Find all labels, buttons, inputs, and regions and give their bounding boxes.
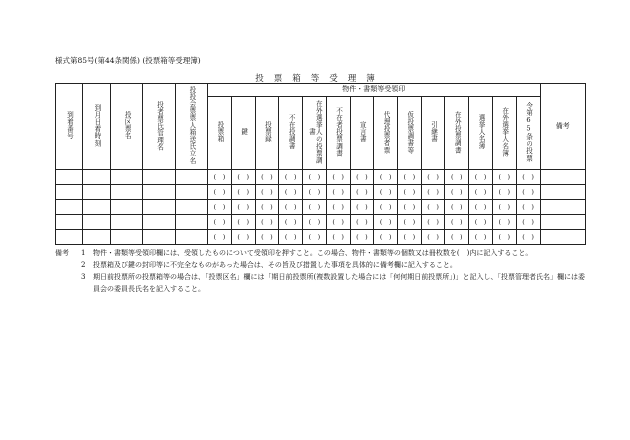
entry-cell[interactable] — [56, 230, 83, 245]
receipt-cell[interactable]: ( ) — [326, 200, 350, 215]
receipt-cell[interactable]: ( ) — [469, 230, 493, 245]
receipt-cell[interactable]: ( ) — [208, 185, 232, 200]
receipt-cell[interactable]: ( ) — [445, 185, 469, 200]
remarks-header: 備考 — [540, 84, 585, 170]
remarks-cell[interactable] — [540, 185, 585, 200]
entry-cell[interactable] — [82, 230, 110, 245]
receipt-cell[interactable]: ( ) — [397, 170, 421, 185]
entry-cell[interactable] — [56, 200, 83, 215]
item-header-text: 投票箱 — [215, 121, 224, 143]
entry-cell[interactable] — [175, 185, 207, 200]
receipt-cell[interactable]: ( ) — [255, 200, 279, 215]
receipt-cell[interactable]: ( ) — [255, 170, 279, 185]
receipt-cell[interactable]: ( ) — [303, 230, 327, 245]
entry-cell[interactable] — [82, 215, 110, 230]
receipt-cell[interactable]: ( ) — [208, 200, 232, 215]
receipt-cell[interactable]: ( ) — [279, 200, 303, 215]
receipt-cell[interactable]: ( ) — [374, 230, 398, 245]
note-item — [55, 259, 586, 271]
item-header-cell — [445, 97, 469, 170]
entry-cell[interactable] — [143, 200, 175, 215]
note-text: 期日前投票所の投票箱等の場合は、「投票区名」欄には「期日前投票所(複数設置した場合には「何何期日前投票所」)」と記入し、「投票管理者氏名」欄には委員会の委員長氏名を記入すること。 — [93, 273, 585, 293]
item-header-text: 宣言書 — [358, 121, 367, 143]
entry-cell[interactable] — [82, 170, 110, 185]
receipt-cell[interactable]: ( ) — [492, 170, 516, 185]
entry-cell[interactable] — [111, 230, 143, 245]
receipt-cell[interactable]: ( ) — [374, 215, 398, 230]
item-header-cell — [255, 97, 279, 170]
receipt-cell[interactable]: ( ) — [255, 185, 279, 200]
receipt-cell[interactable]: ( ) — [397, 200, 421, 215]
table-row — [56, 170, 586, 185]
receipt-cell[interactable]: ( ) — [492, 230, 516, 245]
remarks-cell[interactable] — [540, 200, 585, 215]
receipt-cell[interactable]: ( ) — [421, 200, 445, 215]
receipt-cell[interactable]: ( ) — [231, 200, 255, 215]
left-header-text: 投者票氏管理名 — [155, 100, 164, 151]
note-item — [55, 271, 586, 295]
item-header-cell — [469, 97, 493, 170]
receipt-cell[interactable]: ( ) — [326, 230, 350, 245]
receipt-cell[interactable]: ( ) — [303, 200, 327, 215]
item-header-cell — [492, 97, 516, 170]
receipt-cell[interactable]: ( ) — [231, 170, 255, 185]
receipt-cell[interactable]: ( ) — [303, 215, 327, 230]
receipt-cell[interactable]: ( ) — [469, 200, 493, 215]
item-header-cell — [397, 97, 421, 170]
receipt-cell[interactable]: ( ) — [350, 185, 374, 200]
entry-cell[interactable] — [111, 200, 143, 215]
item-header-cell — [516, 97, 540, 170]
receipt-cell[interactable]: ( ) — [397, 230, 421, 245]
receipt-cell[interactable]: ( ) — [492, 215, 516, 230]
receipt-cell[interactable]: ( ) — [279, 170, 303, 185]
form-label: 様式第85号(第44条関係) (投票箱等受理簿) — [55, 56, 201, 65]
receipt-cell[interactable]: ( ) — [326, 215, 350, 230]
item-header-text: 選挙人名簿 — [477, 114, 485, 150]
item-header-text: 令第65条の投票 — [524, 102, 533, 162]
item-header-text: 不在者投票調書 — [334, 107, 343, 157]
note-head: 備考 — [55, 249, 69, 257]
note-item — [55, 247, 586, 259]
receipt-cell[interactable]: ( ) — [445, 215, 469, 230]
item-header-text: 代理投票者票 — [382, 110, 391, 154]
item-header-text: 投票録 — [263, 121, 272, 143]
receipt-cell[interactable]: ( ) — [516, 200, 540, 215]
item-header-text: 鍵 — [239, 128, 248, 136]
receipt-cell[interactable]: ( ) — [516, 215, 540, 230]
note-head — [55, 259, 81, 271]
remarks-cell[interactable] — [540, 170, 585, 185]
receipt-cell[interactable]: ( ) — [492, 200, 516, 215]
left-header-text: 投投会票票人箱送氏立名 — [187, 86, 196, 165]
receipt-cell[interactable]: ( ) — [469, 185, 493, 200]
left-header-text: 到月日着時刻 — [92, 104, 101, 147]
entry-cell[interactable] — [56, 185, 83, 200]
receipt-cell[interactable]: ( ) — [255, 215, 279, 230]
item-header-text: 不在投調書 — [287, 114, 296, 150]
receipt-cell[interactable]: ( ) — [397, 185, 421, 200]
receipt-cell[interactable]: ( ) — [492, 185, 516, 200]
left-header-cell — [111, 84, 143, 170]
entry-cell[interactable] — [111, 170, 143, 185]
entry-cell[interactable] — [143, 215, 175, 230]
note-number: 3 — [81, 273, 86, 281]
group-header: 物件・書類等受領印 — [208, 84, 540, 97]
note-number: 1 — [81, 249, 86, 257]
entry-cell[interactable] — [175, 230, 207, 245]
receipt-cell[interactable]: ( ) — [445, 170, 469, 185]
notes-section — [55, 247, 586, 295]
receipt-cell[interactable]: ( ) — [469, 170, 493, 185]
entry-cell[interactable] — [111, 185, 143, 200]
item-header-text: 引継書 — [429, 121, 438, 143]
left-header-text: 投区票名 — [123, 111, 132, 140]
receipt-cell[interactable]: ( ) — [208, 170, 232, 185]
receipt-cell[interactable]: ( ) — [350, 215, 374, 230]
item-header-cell — [303, 97, 327, 170]
receipt-cell[interactable]: ( ) — [374, 200, 398, 215]
entry-cell[interactable] — [143, 230, 175, 245]
receipt-cell[interactable]: ( ) — [326, 170, 350, 185]
entry-cell[interactable] — [82, 185, 110, 200]
receipt-cell[interactable]: ( ) — [445, 200, 469, 215]
entry-cell[interactable] — [56, 170, 83, 185]
entry-cell[interactable] — [111, 215, 143, 230]
receipt-cell[interactable]: ( ) — [516, 170, 540, 185]
table-row — [56, 230, 586, 245]
receipt-cell[interactable]: ( ) — [445, 230, 469, 245]
table-row — [56, 200, 586, 215]
document-title: 投票箱等受理簿 — [255, 74, 385, 84]
receipt-cell[interactable]: ( ) — [208, 215, 232, 230]
receipt-cell[interactable]: ( ) — [374, 170, 398, 185]
table-row — [56, 215, 586, 230]
receipt-cell[interactable]: ( ) — [208, 230, 232, 245]
item-header-cell — [208, 97, 232, 170]
receipt-cell[interactable]: ( ) — [279, 185, 303, 200]
item-header-cell — [326, 97, 350, 170]
receipt-cell[interactable]: ( ) — [279, 230, 303, 245]
receipt-cell[interactable]: ( ) — [397, 215, 421, 230]
receipt-cell[interactable]: ( ) — [350, 200, 374, 215]
entry-cell[interactable] — [175, 200, 207, 215]
remarks-cell[interactable] — [540, 230, 585, 245]
table-row — [56, 185, 586, 200]
receipt-cell[interactable]: ( ) — [303, 170, 327, 185]
item-header-cell — [350, 97, 374, 170]
item-header-text: 仮投票調書等 — [405, 110, 414, 154]
receipt-cell[interactable]: ( ) — [421, 230, 445, 245]
item-header-cell — [421, 97, 445, 170]
receipt-cell[interactable]: ( ) — [326, 185, 350, 200]
receipt-cell[interactable]: ( ) — [350, 170, 374, 185]
left-header-cell — [143, 84, 175, 170]
left-header-text: 到着番号 — [65, 111, 74, 140]
item-header-text: 在外選挙人の投票調書 — [307, 100, 323, 164]
entry-cell[interactable] — [143, 170, 175, 185]
receipt-cell[interactable]: ( ) — [231, 230, 255, 245]
register-table — [55, 83, 586, 245]
left-header-cell — [175, 84, 207, 170]
item-header-text: 在外投票調書 — [453, 110, 462, 154]
receipt-cell[interactable]: ( ) — [255, 230, 279, 245]
receipt-cell[interactable]: ( ) — [303, 185, 327, 200]
left-header-cell — [56, 84, 83, 170]
receipt-cell[interactable]: ( ) — [374, 185, 398, 200]
receipt-cell[interactable]: ( ) — [421, 185, 445, 200]
receipt-cell[interactable]: ( ) — [421, 170, 445, 185]
entry-cell[interactable] — [175, 170, 207, 185]
receipt-cell[interactable]: ( ) — [231, 215, 255, 230]
note-number: 2 — [81, 261, 86, 269]
receipt-cell[interactable]: ( ) — [350, 230, 374, 245]
receipt-cell[interactable]: ( ) — [516, 230, 540, 245]
left-header-cell — [82, 84, 110, 170]
receipt-cell[interactable]: ( ) — [516, 185, 540, 200]
item-header-text: 在外選挙人名簿 — [500, 107, 509, 157]
note-text: 投票箱及び鍵の封印等に不完全なものがあった場合は、その旨及び措置した事項を具体的に備考欄に記入すること。 — [93, 261, 457, 269]
entry-cell[interactable] — [82, 200, 110, 215]
entry-cell[interactable] — [143, 185, 175, 200]
receipt-cell[interactable]: ( ) — [279, 215, 303, 230]
note-head — [55, 271, 81, 295]
remarks-cell[interactable] — [540, 215, 585, 230]
entry-cell[interactable] — [175, 215, 207, 230]
item-header-cell — [231, 97, 255, 170]
entry-cell[interactable] — [56, 215, 83, 230]
item-header-cell — [279, 97, 303, 170]
note-text: 物件・書類等受領印欄には、受領したものについて受領印を押すこと。この場合、物件・書類等の個数又は冊枚数を( )内に記入すること。 — [93, 249, 533, 257]
receipt-cell[interactable]: ( ) — [421, 215, 445, 230]
receipt-cell[interactable]: ( ) — [231, 185, 255, 200]
receipt-cell[interactable]: ( ) — [469, 215, 493, 230]
item-header-cell — [374, 97, 398, 170]
